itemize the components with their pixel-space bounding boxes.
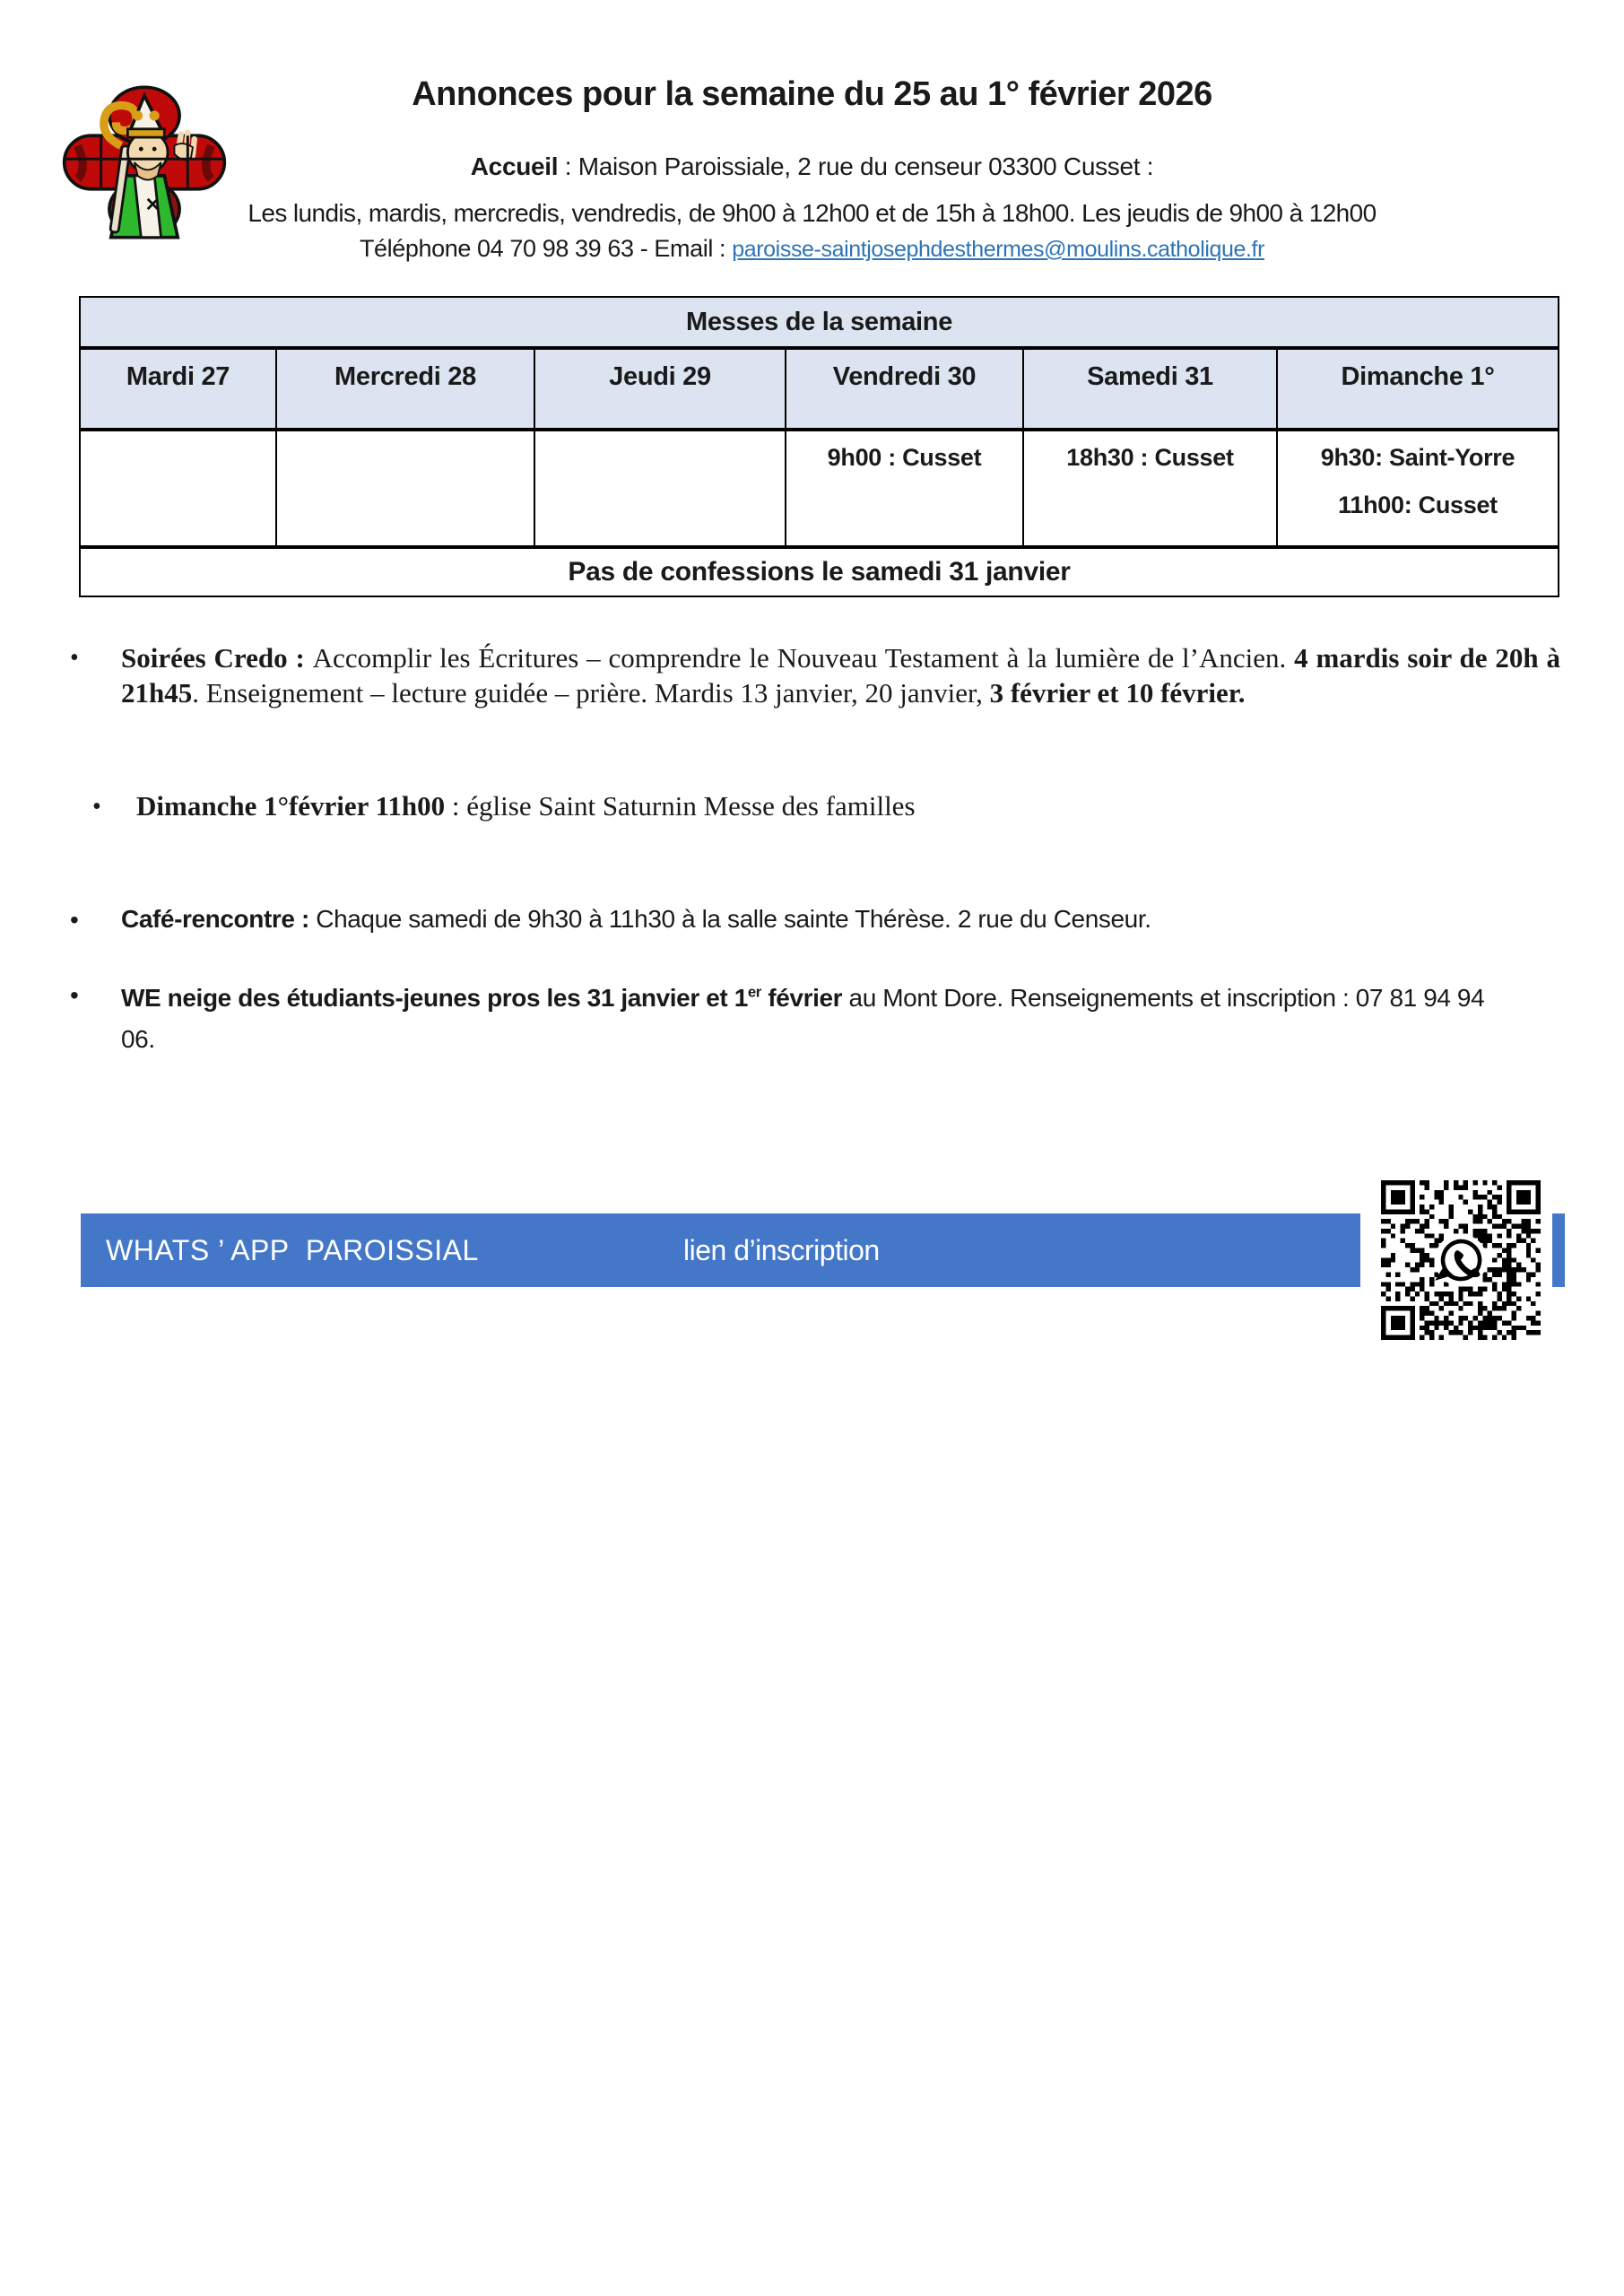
day-header-vendredi: Vendredi 30 bbox=[786, 348, 1023, 430]
bullet-item-soirees-credo bbox=[70, 640, 1560, 710]
day-header-mercredi: Mercredi 28 bbox=[276, 348, 534, 430]
bullet-text: WE neige des étudiants-jeunes pros les 31 janvier et 1er février au Mont Dore. Renseignements et inscription : 07 81 94 94 06. bbox=[121, 983, 1485, 1053]
bullet-text: Café-rencontre : Chaque samedi de 9h30 à 11h30 à la salle sainte Thérèse. 2 rue du Censeur. bbox=[121, 905, 1151, 933]
whatsapp-qr-code bbox=[1379, 1178, 1542, 1342]
accueil-text: : Maison Paroissiale, 2 rue du censeur 03300 Cusset : bbox=[558, 152, 1154, 180]
table-title: Messes de la semaine bbox=[80, 297, 1559, 348]
bullet-item-messe-familles bbox=[92, 789, 1554, 824]
banner-right-tick bbox=[1552, 1213, 1565, 1287]
bullet-dot-icon: • bbox=[70, 644, 79, 672]
bullet-item-we-neige bbox=[70, 978, 1496, 1060]
whatsapp-banner bbox=[81, 1213, 1360, 1287]
opening-hours-line: Les lundis, mardis, mercredis, vendredis, de 9h00 à 12h00 et de 15h à 18h00. Les jeudis de 9h00 à 12h00 bbox=[248, 199, 1376, 227]
whatsapp-icon bbox=[1435, 1234, 1487, 1286]
page-title: Annonces pour la semaine du 25 au 1° février 2026 bbox=[412, 75, 1212, 113]
day-header-samedi: Samedi 31 bbox=[1023, 348, 1277, 430]
day-header-jeudi: Jeudi 29 bbox=[534, 348, 786, 430]
bullet-text: Dimanche 1°février 11h00 : église Saint Saturnin Messe des familles bbox=[136, 790, 916, 822]
mass-schedule-table bbox=[79, 296, 1559, 597]
confession-note: Pas de confessions le samedi 31 janvier bbox=[80, 547, 1559, 596]
bullet-text: Soirées Credo : Accomplir les Écritures – comprendre le Nouveau Testament à la lumière de l’Ancien. 4 mardis soir de 20h à 21h45. Enseignement – lecture guidée – prière. Mardis 13 janvier, 20 janvier, 3 février et 10 février. bbox=[121, 642, 1560, 709]
banner-title: WHATS ’ APP PAROISSIAL bbox=[106, 1233, 479, 1266]
bullet-dot-icon: • bbox=[92, 793, 101, 821]
bullet-item-cafe-rencontre bbox=[70, 902, 1560, 937]
dimanche-mass-2: 11h00: Cusset bbox=[1338, 491, 1498, 518]
mass-cell-dimanche bbox=[1277, 430, 1559, 547]
bullet-dot-icon: • bbox=[70, 906, 79, 934]
qr-code-image bbox=[1381, 1180, 1541, 1340]
mass-cell-jeudi bbox=[534, 430, 786, 547]
dimanche-mass-1: 9h30: Saint-Yorre bbox=[1320, 444, 1515, 471]
email-link[interactable]: paroisse-saintjosephdesthermes@moulins.catholique.fr bbox=[732, 237, 1265, 262]
accueil-label: Accueil bbox=[470, 152, 559, 180]
accueil-line bbox=[0, 152, 1624, 181]
phone-email-line bbox=[0, 235, 1624, 263]
mass-cell-mardi bbox=[80, 430, 276, 547]
day-header-dimanche: Dimanche 1° bbox=[1277, 348, 1559, 430]
mass-cell-samedi: 18h30 : Cusset bbox=[1023, 430, 1277, 547]
phone-text: Téléphone 04 70 98 39 63 - Email : bbox=[359, 235, 733, 262]
mass-cell-mercredi bbox=[276, 430, 534, 547]
day-header-mardi: Mardi 27 bbox=[80, 348, 276, 430]
mass-cell-vendredi: 9h00 : Cusset bbox=[786, 430, 1023, 547]
inscription-link[interactable]: lien d’inscription bbox=[683, 1233, 880, 1266]
bullet-dot-icon: • bbox=[70, 981, 79, 1009]
